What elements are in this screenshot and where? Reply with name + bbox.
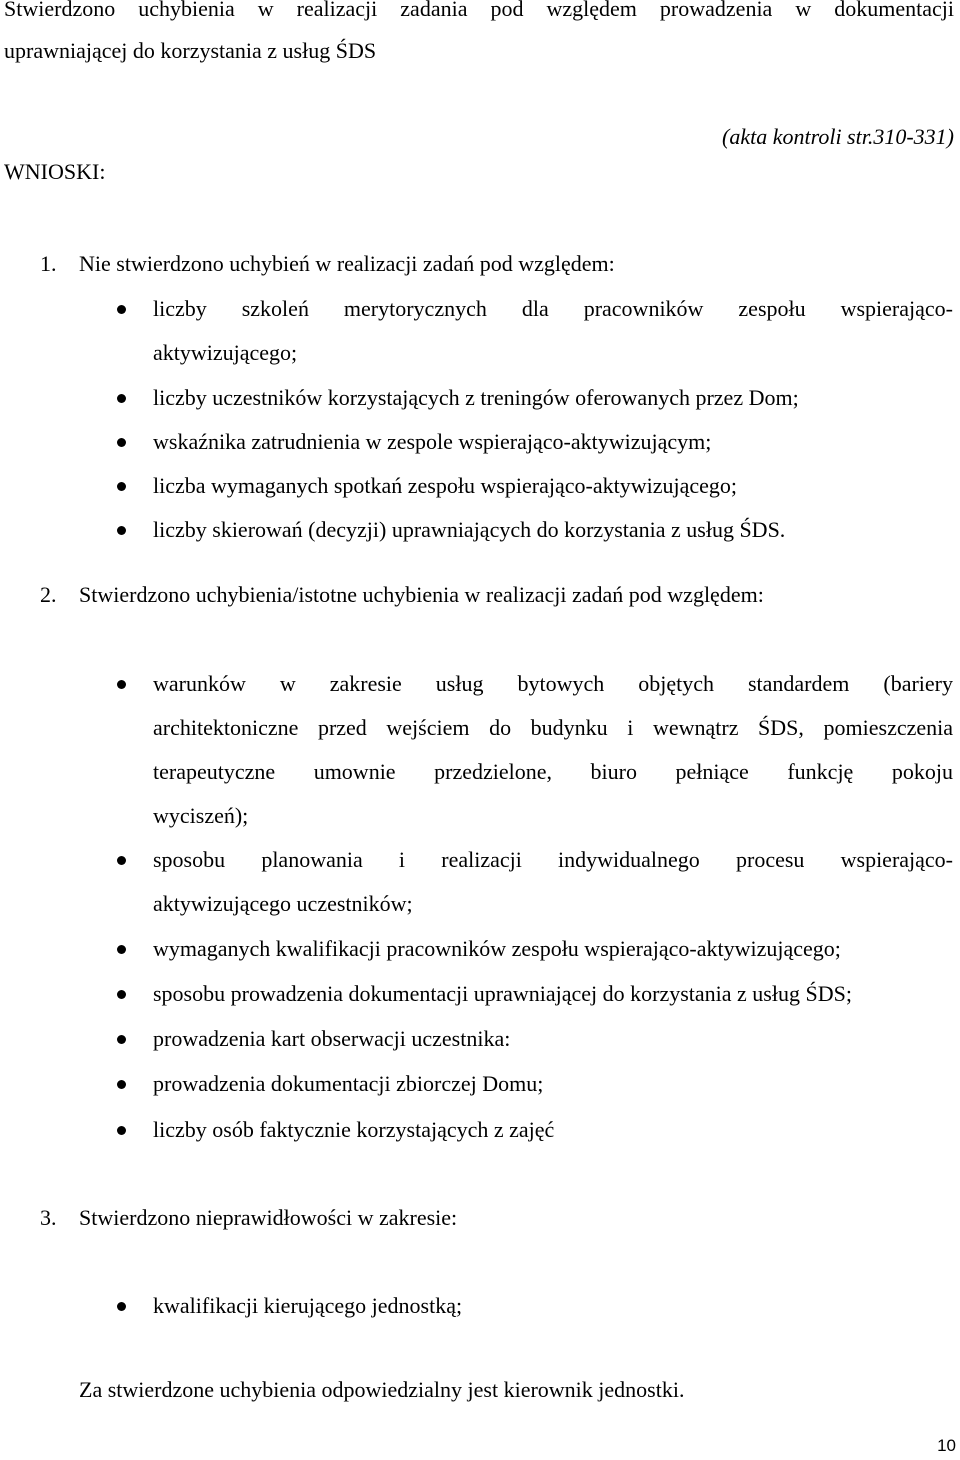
bullet — [117, 856, 126, 865]
section-2-item-1-line-1: warunków w zakresie usług bytowych objętych standardem (bariery — [153, 671, 953, 696]
section-1-item-1-line-1: liczby szkoleń merytorycznych dla pracowników zespołu wspierająco- — [153, 296, 953, 321]
section-1-item-1-line-2: aktywizującego; — [153, 340, 298, 365]
section-1-item-5: liczby skierowań (decyzji) uprawniających do korzystania z usług ŚDS. — [153, 517, 786, 542]
section-2-item-1-line-2: architektoniczne przed wejściem do budynku i wewnątrz ŚDS, pomieszczenia — [153, 715, 953, 740]
section-1-item-3: wskaźnika zatrudnienia w zespole wspierająco-aktywizującym; — [153, 429, 712, 454]
bullet — [117, 945, 126, 954]
section-1-number: 1. — [40, 251, 57, 276]
intro-line-2: uprawniającej do korzystania z usług ŚDS — [4, 38, 377, 63]
bullet — [117, 990, 126, 999]
section-2-item-1-line-3: terapeutyczne umownie przedzielone, biuro pełniące funkcję pokoju — [153, 759, 953, 784]
section-1-item-4: liczba wymaganych spotkań zespołu wspierająco-aktywizującego; — [153, 473, 737, 498]
intro-line-1: Stwierdzono uchybienia w realizacji zadania pod względem prowadzenia w dokumentacji — [4, 0, 954, 21]
section-1-heading: Nie stwierdzono uchybień w realizacji zadań pod względem: — [79, 251, 615, 276]
section-2-item-6: prowadzenia dokumentacji zbiorczej Domu; — [153, 1071, 544, 1096]
page-number: 10 — [937, 1436, 956, 1455]
bullet — [117, 1035, 126, 1044]
bullet — [117, 1302, 126, 1311]
section-2-heading: Stwierdzono uchybienia/istotne uchybienia w realizacji zadań pod względem: — [79, 582, 764, 607]
section-2-item-2-line-2: aktywizującego uczestników; — [153, 891, 413, 916]
section-2-number: 2. — [40, 582, 57, 607]
section-2-item-2-line-1: sposobu planowania i realizacji indywidualnego procesu wspierająco- — [153, 847, 953, 872]
bullet — [117, 526, 126, 535]
section-2-item-1-line-4: wyciszeń); — [153, 803, 249, 828]
bullet — [117, 1126, 126, 1135]
section-2-item-5: prowadzenia kart obserwacji uczestnika: — [153, 1026, 511, 1051]
section-2-item-3: wymaganych kwalifikacji pracowników zespołu wspierająco-aktywizującego; — [153, 936, 841, 961]
section-3-item-1: kwalifikacji kierującego jednostką; — [153, 1293, 463, 1318]
bullet — [117, 482, 126, 491]
section-2-item-7: liczby osób faktycznie korzystających z zajęć — [153, 1117, 555, 1142]
section-3-number: 3. — [40, 1205, 57, 1230]
bullet — [117, 680, 126, 689]
bullet — [117, 1080, 126, 1089]
reference-note: (akta kontroli str.310-331) — [722, 124, 954, 149]
bullet — [117, 394, 126, 403]
section-1-item-2: liczby uczestników korzystających z treningów oferowanych przez Dom; — [153, 385, 799, 410]
bullet — [117, 438, 126, 447]
section-2-item-4: sposobu prowadzenia dokumentacji uprawniającej do korzystania z usług ŚDS; — [153, 981, 852, 1006]
section-3-heading: Stwierdzono nieprawidłowości w zakresie: — [79, 1205, 458, 1230]
responsibility-statement: Za stwierdzone uchybienia odpowiedzialny jest kierownik jednostki. — [79, 1377, 685, 1402]
conclusions-heading: WNIOSKI: — [4, 159, 106, 184]
bullet — [117, 305, 126, 314]
